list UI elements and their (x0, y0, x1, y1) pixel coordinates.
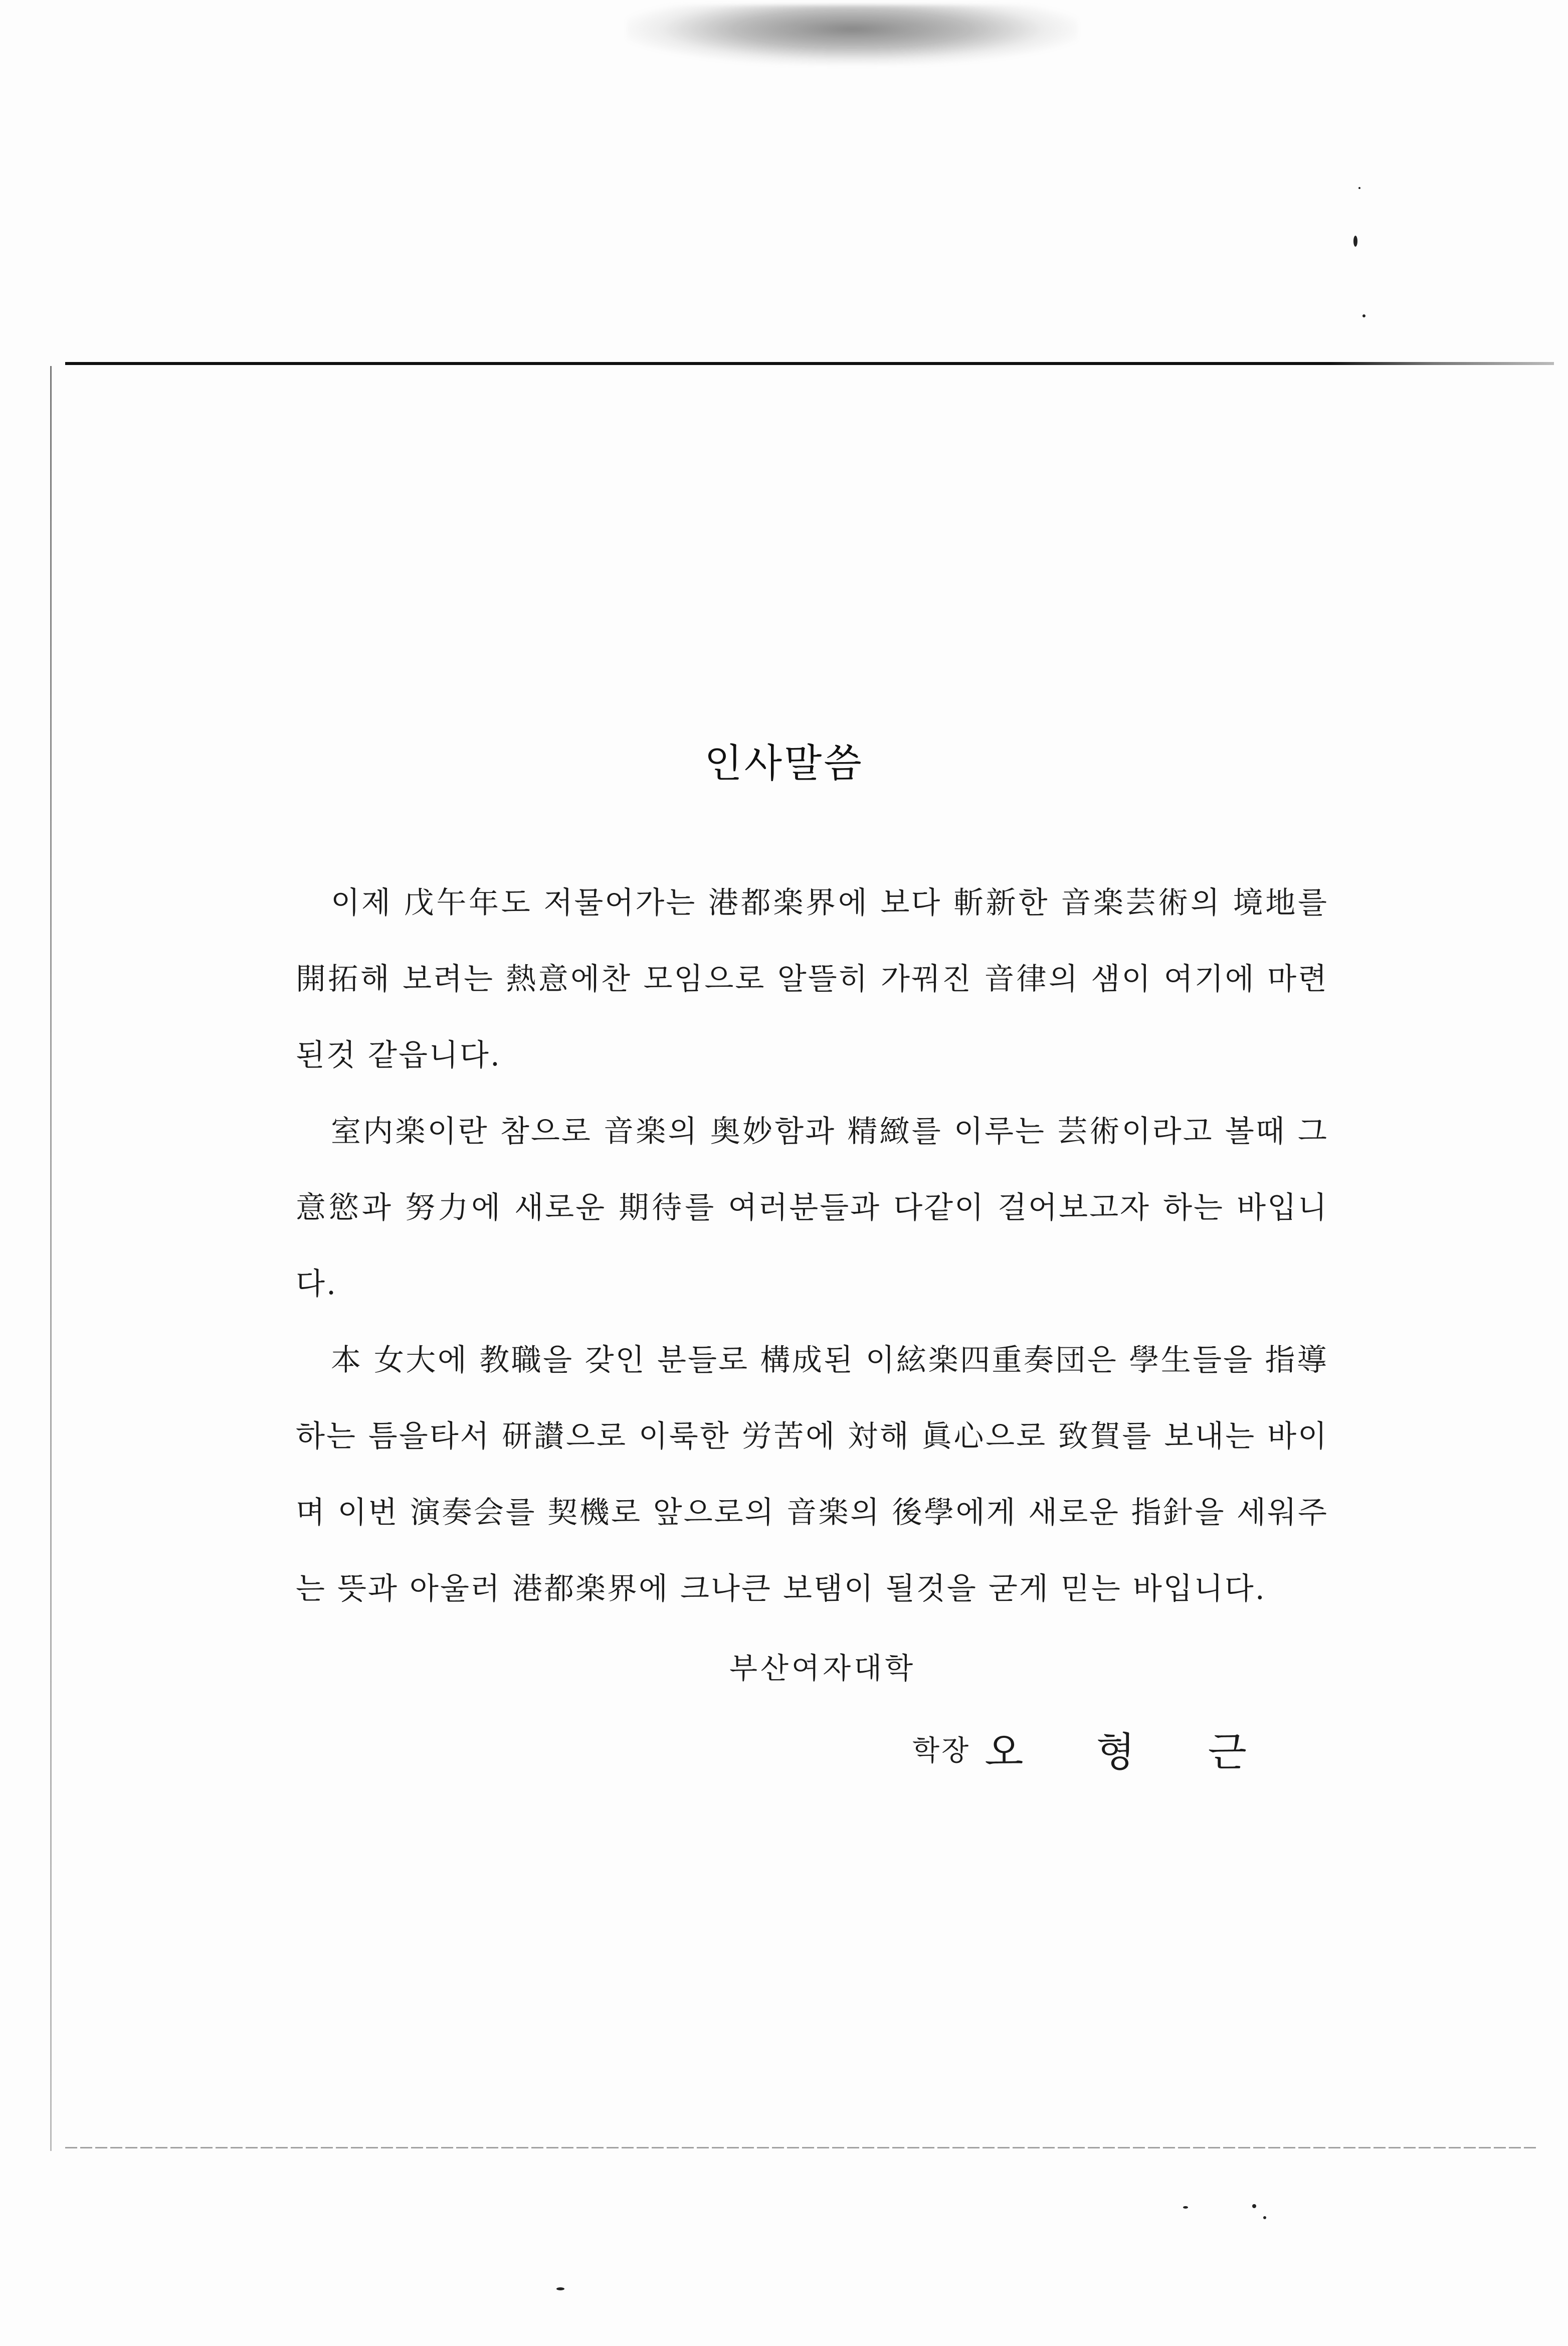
speck (1252, 2204, 1256, 2208)
left-rule (50, 366, 52, 2151)
university-name: 부산여자대학 (729, 1651, 916, 1685)
bottom-rule (65, 2147, 1539, 2148)
speck (1358, 187, 1360, 189)
body-text (296, 865, 1328, 1627)
speck (1263, 2216, 1266, 2219)
document-title: 인사말씀 (704, 741, 864, 786)
speck (1183, 2206, 1188, 2209)
speck (1362, 314, 1365, 317)
top-rule (65, 362, 1554, 365)
paragraph: 本 女大에 教職을 갖인 분들로 構成된 이絃楽四重奏団은 學生들을 指導하는 틈을타서 研讃으로 이룩한 労苦에 対해 眞心으로 致賀를 보내는 바이며 이번 演奏会를 契機로 앞으로의 音楽의 後學에게 새로운 指針을 세워주는 뜻과 아울러 港都楽界에 크나큰 보탬이 될것을 굳게 믿는 바입니다. (296, 1343, 1328, 1606)
speck (1353, 236, 1357, 247)
president-name: 오 형 근 (985, 1729, 1277, 1775)
speck (556, 2287, 564, 2290)
president-line (912, 1720, 1277, 1777)
president-title: 학장 (912, 1734, 971, 1767)
paragraph: 室内楽이란 참으로 音楽의 奥妙함과 精緻를 이루는 芸術이라고 볼때 그意慾과 努力에 새로운 期待를 여러분들과 다같이 걸어보고자 하는 바입니다. (296, 1114, 1328, 1302)
photocopy-smudge (627, 5, 1078, 65)
paragraph: 이제 戊午年도 저물어가는 港都楽界에 보다 斬新한 音楽芸術의 境地를 開拓해 보려는 熱意에찬 모임으로 알뜰히 가꿔진 音律의 샘이 여기에 마련된것 같읍니다. (296, 885, 1328, 1073)
